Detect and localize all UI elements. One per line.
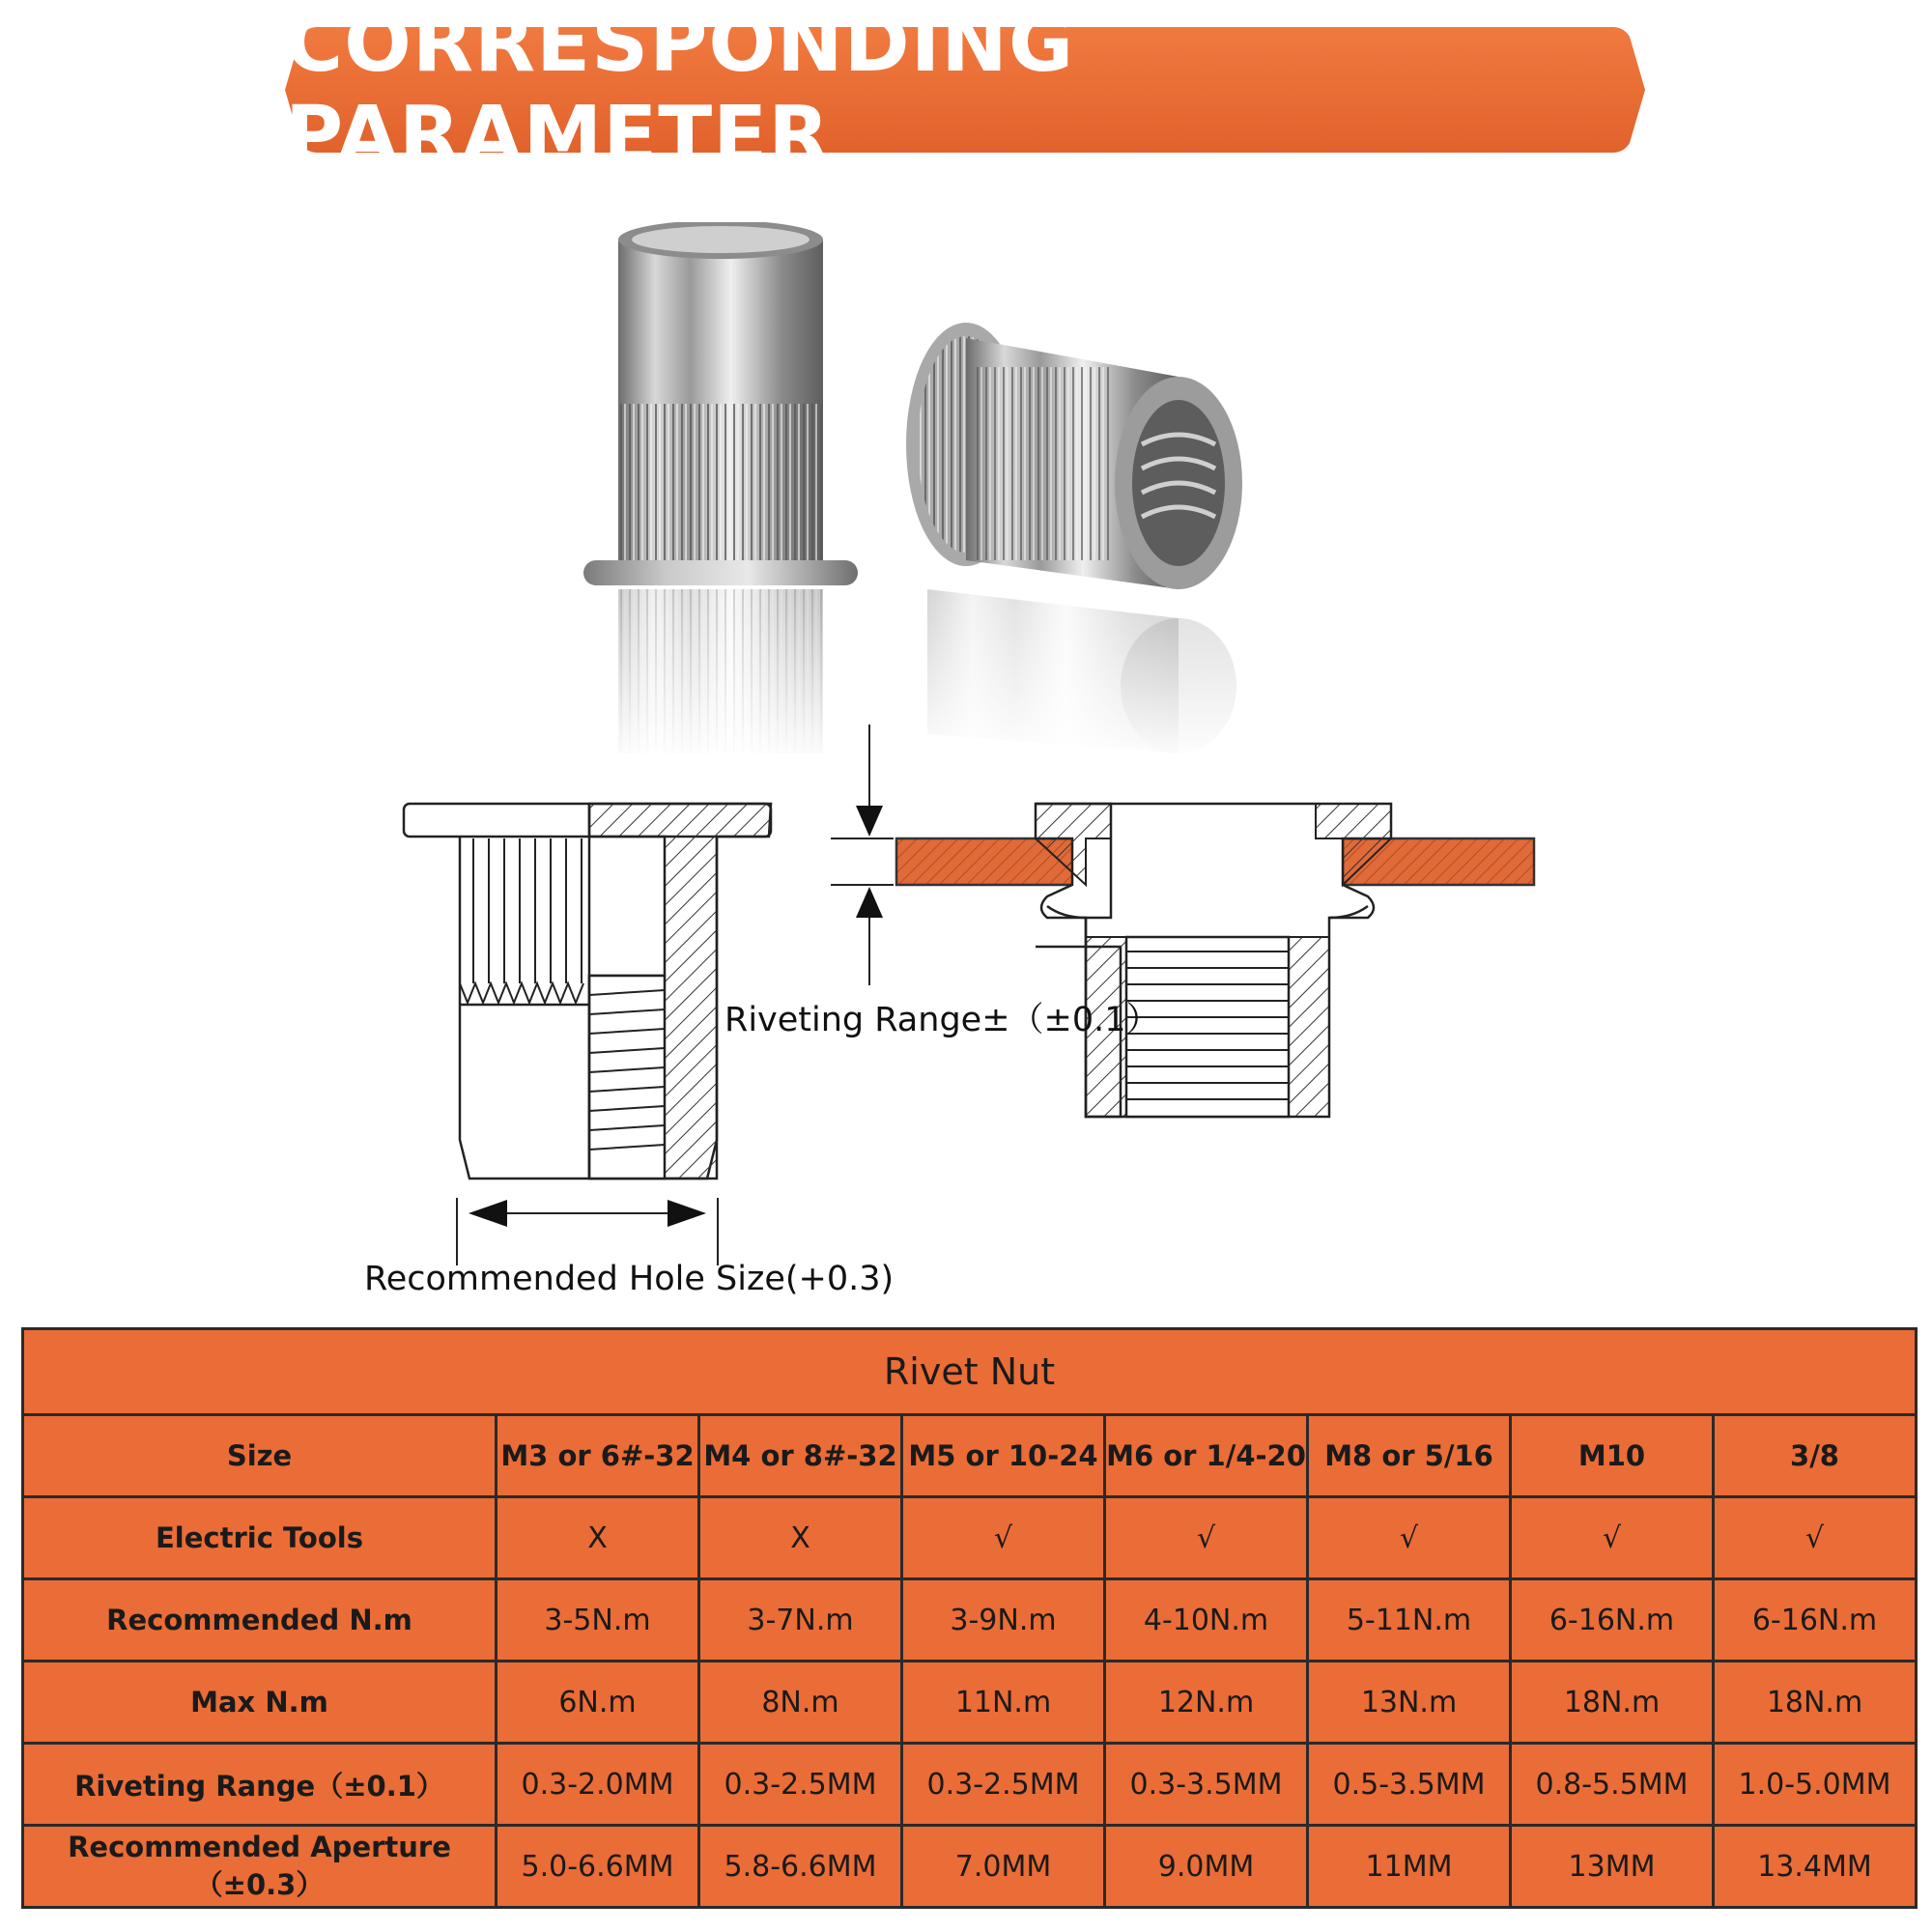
banner-title: CORRESPONDING PARAMETER bbox=[285, 0, 1075, 182]
row-label: Recommended N.m bbox=[23, 1579, 497, 1662]
table-row bbox=[23, 1826, 1917, 1908]
hole-size-label: Recommended Hole Size(+0.3) bbox=[364, 1260, 895, 1298]
table-cell: 6N.m bbox=[497, 1662, 699, 1744]
size-cell: M4 or 8#-32 bbox=[699, 1415, 902, 1497]
table-row bbox=[23, 1415, 1917, 1497]
table-row bbox=[23, 1497, 1917, 1579]
side-section-view bbox=[404, 804, 771, 1265]
table-cell: √ bbox=[1105, 1497, 1308, 1579]
table-title: Rivet Nut bbox=[23, 1329, 1917, 1415]
size-cell: M8 or 5/16 bbox=[1308, 1415, 1511, 1497]
table-cell: 18N.m bbox=[1511, 1662, 1714, 1744]
installed-section-view bbox=[896, 804, 1534, 1117]
table-row bbox=[23, 1662, 1917, 1744]
table-cell: 6-16N.m bbox=[1714, 1579, 1917, 1662]
table-cell: 3-5N.m bbox=[497, 1579, 699, 1662]
row-label: Electric Tools bbox=[23, 1497, 497, 1579]
table-cell: 1.0-5.0MM bbox=[1714, 1744, 1917, 1826]
table-cell: 13MM bbox=[1511, 1826, 1714, 1908]
table-cell: 0.3-2.5MM bbox=[699, 1744, 902, 1826]
table-cell: 3-7N.m bbox=[699, 1579, 902, 1662]
table-cell: √ bbox=[1511, 1497, 1714, 1579]
table-cell: 4-10N.m bbox=[1105, 1579, 1308, 1662]
table-cell: X bbox=[699, 1497, 902, 1579]
table-cell: √ bbox=[1308, 1497, 1511, 1579]
title-banner bbox=[285, 0, 1645, 182]
table-cell: 0.8-5.5MM bbox=[1511, 1744, 1714, 1826]
table-cell: √ bbox=[902, 1497, 1105, 1579]
table-cell: 13N.m bbox=[1308, 1662, 1511, 1744]
rivet-nut-photo bbox=[541, 222, 1372, 763]
table-cell: X bbox=[497, 1497, 699, 1579]
hole-arrow-left-icon bbox=[469, 1200, 507, 1227]
table-cell: 13.4MM bbox=[1714, 1826, 1917, 1908]
size-cell: M10 bbox=[1511, 1415, 1714, 1497]
table-cell: 6-16N.m bbox=[1511, 1579, 1714, 1662]
table-cell: √ bbox=[1714, 1497, 1917, 1579]
row-label: Riveting Range（±0.1） bbox=[23, 1744, 497, 1826]
table-cell: 0.3-2.0MM bbox=[497, 1744, 699, 1826]
size-cell: M3 or 6#-32 bbox=[497, 1415, 699, 1497]
spec-table bbox=[21, 1327, 1918, 1909]
table-cell: 0.5-3.5MM bbox=[1308, 1744, 1511, 1826]
row-label: Recommended Aperture（±0.3） bbox=[23, 1826, 497, 1908]
riveting-range-label: Riveting Range±（±0.1） bbox=[724, 1001, 1160, 1039]
table-cell: 8N.m bbox=[699, 1662, 902, 1744]
table-cell: 3-9N.m bbox=[902, 1579, 1105, 1662]
range-arrow-down-icon bbox=[856, 806, 883, 837]
table-title-row bbox=[23, 1329, 1917, 1415]
table-cell: 9.0MM bbox=[1105, 1826, 1308, 1908]
hole-arrow-right-icon bbox=[668, 1200, 706, 1227]
table-cell: 11N.m bbox=[902, 1662, 1105, 1744]
table-cell: 12N.m bbox=[1105, 1662, 1308, 1744]
row-label: Max N.m bbox=[23, 1662, 497, 1744]
table-cell: 5.0-6.6MM bbox=[497, 1826, 699, 1908]
size-cell: M5 or 10-24 bbox=[902, 1415, 1105, 1497]
riveting-range-dimension bbox=[831, 724, 894, 985]
table-cell: 7.0MM bbox=[902, 1826, 1105, 1908]
size-cell: 3/8 bbox=[1714, 1415, 1917, 1497]
range-arrow-up-icon bbox=[856, 887, 883, 918]
row-label: Size bbox=[23, 1415, 497, 1497]
table-row bbox=[23, 1579, 1917, 1662]
table-cell: 0.3-3.5MM bbox=[1105, 1744, 1308, 1826]
size-cell: M6 or 1/4-20 bbox=[1105, 1415, 1308, 1497]
table-cell: 0.3-2.5MM bbox=[902, 1744, 1105, 1826]
table-cell: 11MM bbox=[1308, 1826, 1511, 1908]
table-cell: 5-11N.m bbox=[1308, 1579, 1511, 1662]
table-row bbox=[23, 1744, 1917, 1826]
table-cell: 5.8-6.6MM bbox=[699, 1826, 902, 1908]
table-cell: 18N.m bbox=[1714, 1662, 1917, 1744]
